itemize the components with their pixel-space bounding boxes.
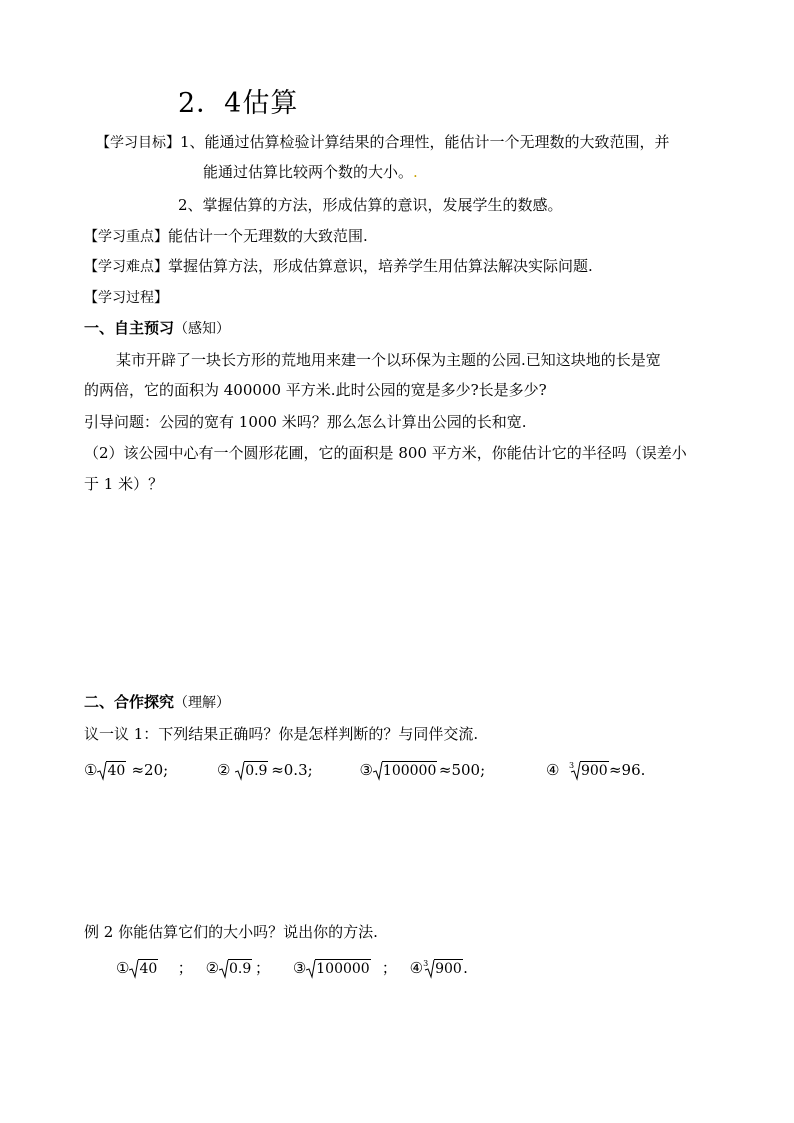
- section-1-sub: （感知）: [174, 321, 231, 337]
- difficulty-line: [84, 256, 593, 277]
- guide-question: 引导问题：公园的宽有 1000 米吗？那么怎么计算出公园的长和宽.: [84, 413, 527, 431]
- item-number: ②: [216, 761, 231, 779]
- radicand: 40: [107, 763, 126, 779]
- item-result: ≈96.: [608, 761, 646, 779]
- goals-label: 【学习目标】: [96, 135, 180, 151]
- radicand: 100000: [316, 961, 370, 977]
- goal-1-continued: 能通过估算比较两个数的大小。: [203, 163, 414, 181]
- focus-text: 能估计一个无理数的大致范围.: [168, 227, 368, 245]
- cbrt-expression: [423, 959, 463, 979]
- goal-2-text: 2、掌握估算的方法，形成估算的意识，发展学生的数感。: [178, 196, 563, 214]
- separator: ；: [381, 959, 397, 977]
- cbrt-expression: [569, 761, 609, 781]
- radicand: 900: [580, 763, 608, 779]
- discuss-item: [546, 760, 645, 781]
- difficulty-text: 掌握估算方法，形成估算意识，培养学生用估算法解决实际问题.: [168, 257, 593, 275]
- example-2-prompt: 例 2 你能估算它们的大小吗？说出你的方法.: [84, 923, 378, 941]
- goal-1-text: 1、能通过估算检验计算结果的合理性，能估计一个无理数的大致范围，并: [180, 133, 670, 151]
- example-item: [410, 958, 468, 979]
- sqrt-expression: [97, 761, 131, 781]
- discuss-item: [359, 760, 485, 781]
- section-2-heading: [84, 692, 230, 713]
- section-1-heading: [84, 318, 230, 339]
- goal-1-mark: .: [413, 163, 418, 181]
- section-1-para-line-1: 某市开辟了一块长方形的荒地用来建一个以环保为主题的公园.已知这块地的长是宽: [116, 351, 661, 369]
- item-number: ③: [292, 959, 307, 977]
- root-index: 3: [568, 761, 575, 770]
- sqrt-expression: [235, 761, 271, 781]
- item-result: ≈500;: [438, 761, 486, 779]
- section-1-title: 一、自主预习: [84, 319, 175, 337]
- goals-line-2: [203, 162, 418, 182]
- item-number: ②: [205, 959, 220, 977]
- sqrt-expression: [306, 959, 372, 979]
- radicand: 100000: [382, 763, 437, 779]
- item-number: ③: [359, 761, 373, 779]
- question-2-line-2: 于 1 米）？: [84, 475, 164, 493]
- discuss-item: [84, 760, 168, 781]
- root-index: 3: [423, 959, 429, 968]
- example-item: [293, 958, 397, 979]
- separator: .: [463, 959, 468, 977]
- separator: ；: [255, 959, 271, 977]
- item-number: ④: [545, 761, 560, 779]
- focus-line: [84, 226, 368, 247]
- sqrt-expression: [373, 761, 439, 781]
- process-label: 【学习过程】: [84, 290, 168, 306]
- radicand: 900: [435, 961, 462, 977]
- sqrt-expression: [219, 959, 255, 979]
- radicand: 40: [139, 961, 158, 977]
- item-number: ④: [409, 959, 424, 977]
- discuss-item: [217, 760, 313, 781]
- separator: ；: [177, 959, 193, 977]
- discuss-prompt: 议一议 1：下列结果正确吗？你是怎样判断的？与同伴交流.: [84, 725, 479, 743]
- radicand: 0.9: [229, 961, 252, 977]
- radicand: 0.9: [245, 763, 268, 779]
- discuss-items-row: [84, 760, 673, 781]
- section-2-sub: （理解）: [174, 695, 231, 711]
- section-2-title: 二、合作探究: [84, 693, 175, 711]
- page-title: 2．4估算: [178, 88, 299, 119]
- section-1-para-line-2: 的两倍，它的面积为 400000 平方米.此时公园的宽是多少?长是多少?: [84, 381, 547, 399]
- question-2-line-1: （2）该公园中心有一个圆形花圃，它的面积是 800 平方米，你能估计它的半径吗（误差小: [84, 444, 687, 462]
- example-items-row: [116, 958, 496, 979]
- item-number: ①: [84, 761, 98, 779]
- item-number: ①: [116, 959, 130, 977]
- item-result: ≈20;: [131, 761, 169, 779]
- focus-label: 【学习重点】: [84, 229, 168, 245]
- difficulty-label: 【学习难点】: [84, 259, 168, 275]
- sqrt-expression: [129, 959, 163, 979]
- example-item: [206, 958, 270, 979]
- item-result: ≈0.3;: [271, 761, 313, 779]
- goals-line-1: [96, 132, 670, 153]
- example-item: [116, 958, 193, 979]
